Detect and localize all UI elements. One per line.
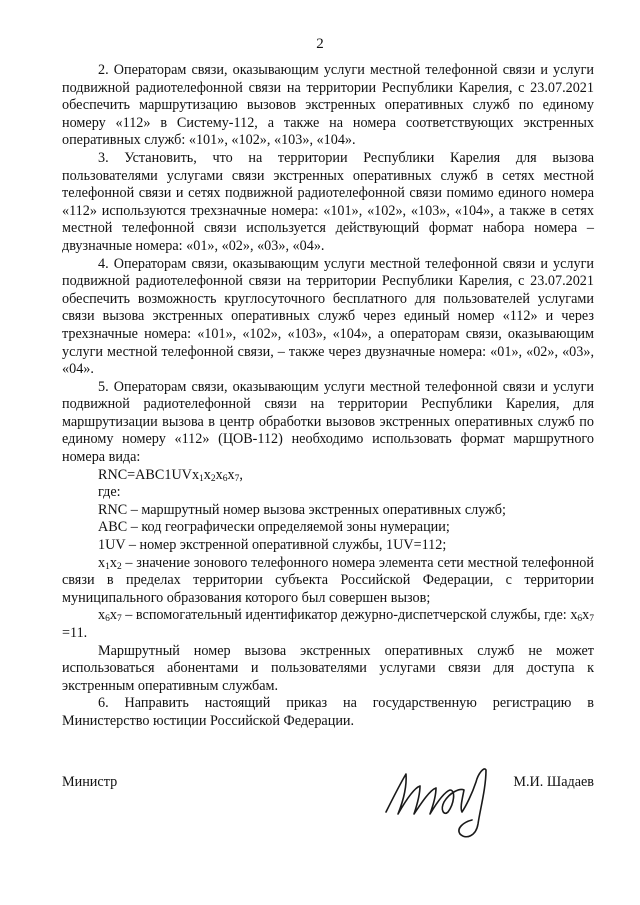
item-6: 6. Направить настоящий приказ на государственную регистрацию в Министерство юстиции Российской Федерации. xyxy=(62,695,594,729)
item-3: 3. Установить, что на территории Республики Карелия для вызова пользователями услугами связи экстренных оперативных служб в сетях местной телефонной связи и сетях подвижной радиотелефонной связи помимо единого номера «112» используются трехзначные номера: «101», «102», «103», «104», а также в сетях местной телефонной связи используется действующий формат набора номера – двузначные номера: «01», «02», «03», «04». xyxy=(62,149,594,254)
where-label: где: xyxy=(98,484,121,501)
item-2: 2. Операторам связи, оказывающим услуги местной телефонной связи и услуги подвижной радиотелефонной связи на территории Республики Карелия, с 23.07.2021 обеспечить маршрутизацию вызовов экстренных оперативных служб по единому номеру «112» в Систему-112, а также на номера соответствующих экстренных оперативных служб: «101», «102», «103», «104». xyxy=(62,62,594,149)
routing-number-formula: $RNC=ABC1UVx_1x_2x_6x_7$, xyxy=(98,466,243,484)
definition-abc: ABC – код географически определяемой зоны нумерации; xyxy=(98,519,450,536)
signature-block xyxy=(62,760,594,850)
item-4: 4. Операторам связи, оказывающим услуги местной телефонной связи и услуги подвижной радиотелефонной связи на территории Республики Карелия, с 23.07.2021 обеспечить возможность круглосуточного бесплатного для пользователей услугами связи вызова экстренных оперативных служб через единый номер «112» и через трехзначные номера: «101», «102», «103», «104», а операторам связи, оказывающим услуги местной телефонной связи, – также через двузначные номера: «01», «02», «03», «04». xyxy=(62,255,594,378)
handwritten-signature xyxy=(380,760,500,840)
definition-x1x2: $x_1x_2$ – значение зонового телефонного номера элемента сети местной телефонной связи в пределах территории субъекта Российской Федерации, с территории муниципального образования которого был совершен вызов; xyxy=(62,554,594,606)
definition-x6x7: $x_6x_7$ – вспомогательный идентификатор дежурно-диспетчерской службы, где: $x_6x_7 =11$. xyxy=(62,607,594,641)
page-number: 2 xyxy=(316,36,324,52)
definition-rnc: RNC – маршрутный номер вызова экстренных оперативных служб; xyxy=(98,501,506,518)
document-body xyxy=(62,62,594,731)
signer-name: М.И. Шадаев xyxy=(513,774,594,790)
item-5: 5. Операторам связи, оказывающим услуги местной телефонной связи и услуги подвижной радиотелефонной связи на территории Республики Карелия, для маршрутизации вызова в центр обработки вызовов экстренных оперативных служб по единому номеру «112» (ЦОВ-112) необходимо использовать формат маршрутного номера вида: xyxy=(62,378,594,466)
signer-title: Министр xyxy=(62,774,118,790)
note-paragraph: Маршрутный номер вызова экстренных оперативных служб не может использоваться абонентами и пользователями услугами связи для доступа к экстренным оперативным службам. xyxy=(62,642,594,694)
definition-uv: 1UV – номер экстренной оперативной службы, 1UV=112; xyxy=(98,537,447,554)
